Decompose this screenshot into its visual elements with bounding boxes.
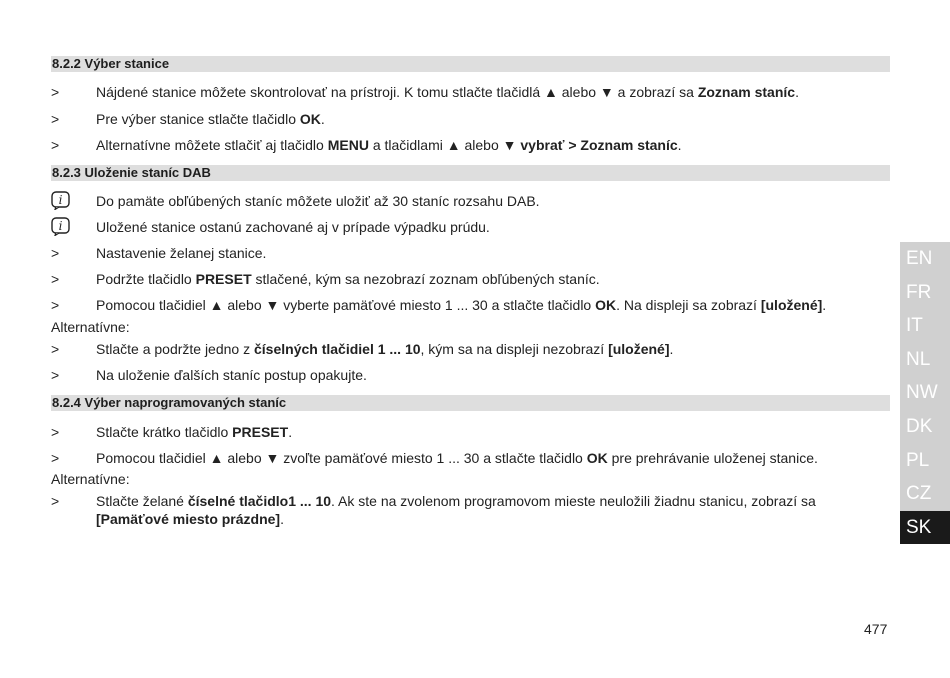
language-tab-fr[interactable]: FR	[900, 276, 950, 310]
bullet-marker: >	[51, 297, 60, 313]
list-item-text	[96, 136, 682, 154]
svg-text:i: i	[58, 193, 63, 207]
text-run: Nájdené stanice môžete skontrolovať na prístroji. K tomu stlačte tlačidlá ▲ alebo ▼ a zobrazí sa	[96, 84, 698, 100]
emphasis-text: [uložené]	[760, 297, 823, 313]
emphasis-text: OK	[595, 297, 617, 313]
language-tab-en[interactable]: EN	[900, 242, 950, 276]
language-tab-sk[interactable]: SK	[900, 511, 950, 545]
text-run: Na uloženie ďalších staníc postup opakujte.	[96, 367, 367, 383]
text-run: pre prehrávanie uloženej stanice.	[607, 450, 818, 466]
section-heading-8-2-3: 8.2.3 Uloženie staníc DAB	[51, 165, 890, 181]
text-run: Alternatívne:	[51, 471, 130, 487]
emphasis-text: [uložené]	[608, 341, 670, 357]
text-run: a tlačidlami ▲ alebo ▼	[368, 137, 521, 153]
emphasis-text: [Pamäťové miesto prázdne]	[96, 511, 281, 527]
text-run: .	[677, 137, 682, 153]
text-run: .	[822, 297, 827, 313]
bullet-marker: >	[51, 493, 60, 509]
bullet-marker: >	[51, 367, 60, 383]
info-icon	[51, 191, 71, 210]
bullet-marker: >	[51, 84, 60, 100]
text-run: .	[669, 341, 674, 357]
info-note-text	[96, 218, 490, 236]
list-item-text	[96, 492, 856, 528]
text-run: , kým sa na displeji nezobrazí	[420, 341, 609, 357]
list-item-text	[96, 270, 600, 288]
text-run: .	[288, 424, 293, 440]
language-tab-it[interactable]: IT	[900, 309, 950, 343]
list-item-text	[96, 340, 673, 358]
text-run: Pomocou tlačidiel ▲ alebo ▼ vyberte pamäťové miesto 1 ... 30 a stlačte tlačidlo	[96, 297, 596, 313]
list-item-text	[96, 423, 292, 441]
language-tab-dk[interactable]: DK	[900, 410, 950, 444]
text-run: Stlačte krátko tlačidlo	[96, 424, 233, 440]
emphasis-text: Zoznam staníc	[697, 84, 796, 100]
bullet-marker: >	[51, 341, 60, 357]
text-run: stlačené, kým sa nezobrazí zoznam obľúbených staníc.	[251, 271, 600, 287]
emphasis-text: číselných tlačidiel 1 ... 10	[254, 341, 421, 357]
text-run: Pomocou tlačidiel ▲ alebo ▼ zvoľte pamäťové miesto 1 ... 30 a stlačte tlačidlo	[96, 450, 587, 466]
bullet-marker: >	[51, 245, 60, 261]
list-item-text	[96, 110, 325, 128]
language-tab-nl[interactable]: NL	[900, 343, 950, 377]
language-tab-pl[interactable]: PL	[900, 444, 950, 478]
bullet-marker: >	[51, 111, 60, 127]
bullet-marker: >	[51, 137, 60, 153]
list-item-text	[96, 366, 367, 384]
text-run: .	[280, 511, 284, 527]
info-note-text	[96, 192, 540, 210]
bullet-marker: >	[51, 271, 60, 287]
emphasis-text: PRESET	[195, 271, 252, 287]
info-icon	[51, 217, 71, 236]
language-tab-cz[interactable]: CZ	[900, 477, 950, 511]
text-run: . Na displeji sa zobrazí	[616, 297, 761, 313]
language-tabs	[900, 242, 950, 544]
text-run: Do pamäte obľúbených staníc môžete uložiť až 30 staníc rozsahu DAB.	[96, 193, 540, 209]
text-run: Nastavenie želanej stanice.	[96, 245, 267, 261]
text-run: . Ak ste na zvolenom programovom mieste neuložili žiadnu stanicu, zobrazí sa	[331, 493, 816, 509]
text-run: Pre výber stanice stlačte tlačidlo	[96, 111, 300, 127]
list-item-text	[96, 244, 266, 262]
text-run: Stlačte a podržte jedno z	[96, 341, 254, 357]
svg-text:i: i	[58, 219, 63, 233]
alternative-label	[51, 318, 130, 336]
bullet-marker: >	[51, 450, 60, 466]
list-item-text	[96, 83, 799, 101]
text-run: Podržte tlačidlo	[96, 271, 196, 287]
language-tab-nw[interactable]: NW	[900, 376, 950, 410]
text-run: .	[795, 84, 799, 100]
emphasis-text: vybrať > Zoznam staníc	[520, 137, 678, 153]
emphasis-text: OK	[586, 450, 608, 466]
emphasis-text: PRESET	[232, 424, 289, 440]
text-run: Alternatívne môžete stlačiť aj tlačidlo	[96, 137, 328, 153]
alternative-label	[51, 470, 130, 488]
bullet-marker: >	[51, 424, 60, 440]
list-item-text	[96, 449, 818, 467]
section-heading-8-2-2: 8.2.2 Výber stanice	[51, 56, 890, 72]
text-run: Stlačte želané	[96, 493, 188, 509]
list-item-text	[96, 296, 826, 314]
emphasis-text: OK	[299, 111, 321, 127]
page-number: 477	[864, 621, 888, 637]
emphasis-text: číselné tlačidlo1 ... 10	[187, 493, 332, 509]
text-run: Alternatívne:	[51, 319, 130, 335]
emphasis-text: MENU	[327, 137, 369, 153]
text-run: Uložené stanice ostanú zachované aj v prípade výpadku prúdu.	[96, 219, 490, 235]
section-heading-8-2-4: 8.2.4 Výber naprogramovaných staníc	[51, 395, 890, 411]
text-run: .	[320, 111, 325, 127]
